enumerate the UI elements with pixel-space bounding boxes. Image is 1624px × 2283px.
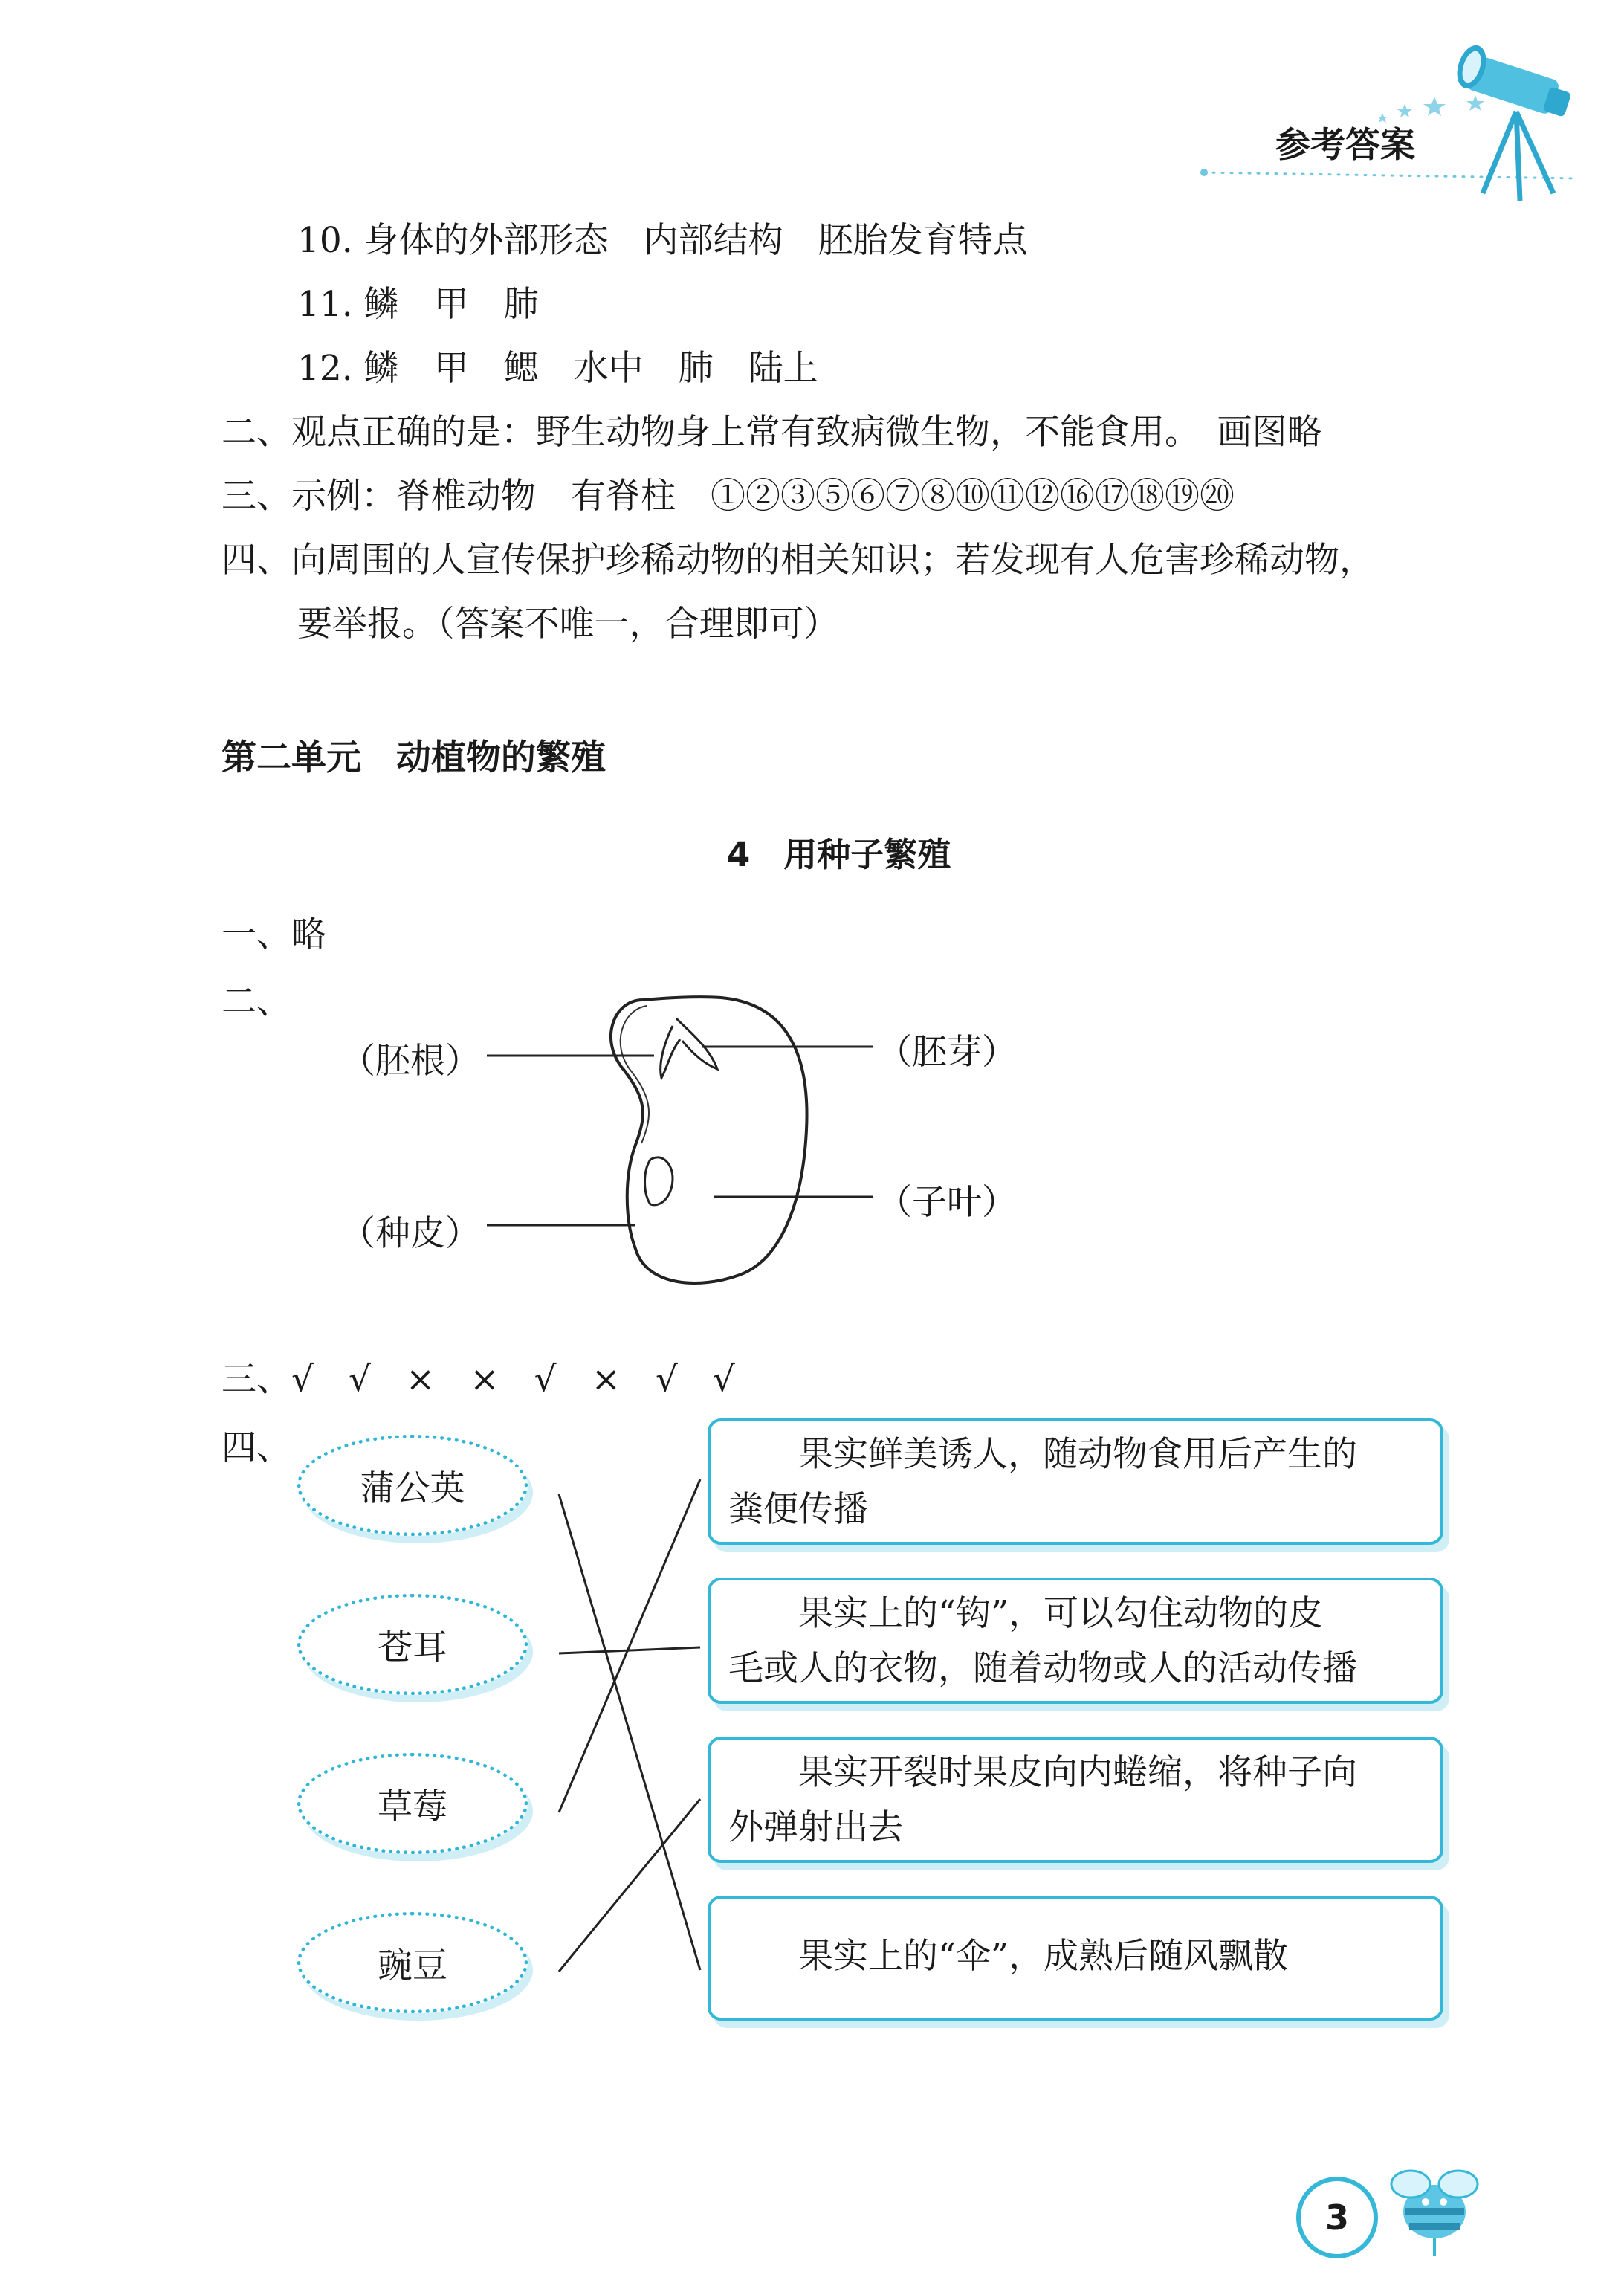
match-line (559, 1799, 700, 1972)
plant-label: 豌豆 (378, 1945, 447, 1986)
question-4-prefix: 四、 (221, 1427, 291, 1468)
match-line (559, 1494, 700, 1970)
description-line: 果实上的“伞”，成熟后随风飘散 (798, 1936, 1289, 1977)
plant-label: 苍耳 (378, 1627, 447, 1668)
label-seed-coat: （种皮） (340, 1213, 480, 1254)
lesson-title: 4 用种子繁殖 (727, 835, 951, 874)
label-plumule: （胚芽） (877, 1032, 1017, 1073)
header-title: 参考答案 (1275, 125, 1415, 166)
description-line: 外弹射出去 (728, 1807, 903, 1848)
unit-title: 第二单元 动植物的繁殖 (221, 737, 606, 778)
question-1: 一、略 (221, 914, 326, 955)
answer-line: 要举报。（答案不唯一，合理即可） (297, 604, 839, 645)
answer-line: 11. 鳞 甲 肺 (297, 284, 539, 325)
description-line: 毛或人的衣物，随着动物或人的活动传播 (728, 1648, 1357, 1689)
answer-line: 三、示例：脊椎动物 有脊柱 ①②③⑤⑥⑦⑧⑩⑪⑫⑯⑰⑱⑲⑳ (221, 476, 1235, 517)
label-cotyledon: （子叶） (877, 1182, 1017, 1223)
question-2-prefix: 二、 (221, 981, 291, 1022)
page-number: 3 (1296, 2177, 1378, 2258)
description-line: 粪便传播 (728, 1489, 868, 1530)
answer-line: 二、观点正确的是：野生动物身上常有致病微生物，不能食用。 画图略 (221, 412, 1322, 453)
bee-mascot-icon (1375, 2156, 1494, 2267)
description-line: 果实开裂时果皮向内蜷缩，将种子向 (798, 1752, 1357, 1793)
description-line: 果实上的“钩”，可以勾住动物的皮 (798, 1593, 1324, 1634)
question-3: 三、√ √ × × √ × √ √ (221, 1359, 735, 1400)
plant-label: 蒲公英 (360, 1467, 465, 1509)
match-line (559, 1479, 700, 1812)
answer-line: 10. 身体的外部形态 内部结构 胚胎发育特点 (297, 220, 1028, 261)
description-line: 果实鲜美诱人，随动物食用后产生的 (798, 1434, 1357, 1475)
answer-line: 12. 鳞 甲 鳃 水中 肺 陆上 (297, 348, 818, 389)
plant-label: 草莓 (378, 1786, 447, 1827)
answer-line: 四、向周围的人宣传保护珍稀动物的相关知识；若发现有人危害珍稀动物， (221, 540, 1374, 581)
label-radicle: （胚根） (340, 1041, 480, 1082)
